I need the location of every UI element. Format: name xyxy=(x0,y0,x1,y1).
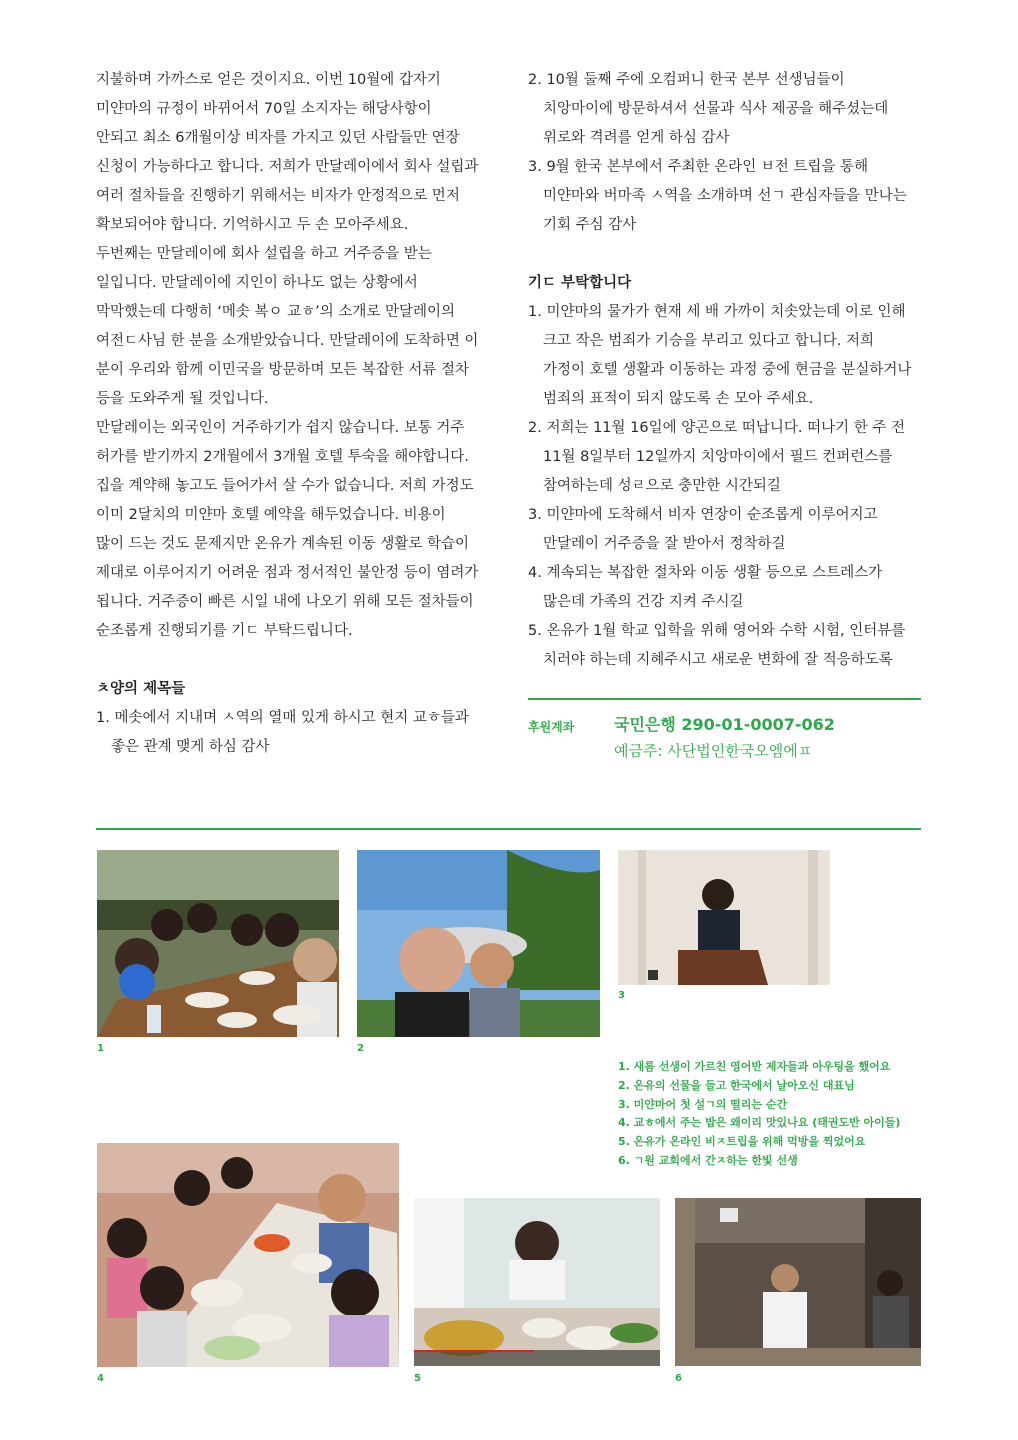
caption-line: 3. 미얀마어 첫 설ㄱ의 떨리는 순간 xyxy=(618,1097,788,1111)
text-line: 4. 계속되는 복잡한 절차와 이동 생활 등으로 스트레스가 xyxy=(528,565,883,581)
text-line: 분이 우리와 함께 이민국을 방문하며 모든 복잡한 서류 절차 xyxy=(96,362,470,378)
left-column xyxy=(96,66,496,762)
text-line: 11월 8일부터 12일까지 치앙마이에서 필드 컨퍼런스를 xyxy=(543,449,893,465)
text-line: 등을 도와주게 될 것입니다. xyxy=(96,391,269,407)
text-line: 두번째는 만달레이에 회사 설립을 하고 거주증을 받는 xyxy=(96,246,432,262)
text-line: 순조롭게 진행되기를 기ㄷ 부탁드립니다. xyxy=(96,623,353,639)
thanks-item-3 xyxy=(528,153,928,240)
support-account-holder: 예금주: 사단법인한국오엠에ㅍ xyxy=(614,742,813,760)
section-divider xyxy=(96,828,921,830)
text-line: 1. 미얀마의 물가가 현재 세 배 가까이 치솟았는데 이로 인해 xyxy=(528,304,906,320)
text-line: 크고 작은 범죄가 기승을 부리고 있다고 합니다. 저희 xyxy=(543,333,875,349)
text-line: 3. 9월 한국 본부에서 주최한 온라인 ㅂ전 트립을 통해 xyxy=(528,159,869,175)
boy-eating-photo xyxy=(414,1198,660,1366)
prayer-heading: 기ㄷ 부탁합니다 xyxy=(528,275,632,291)
caption-line: 4. 교ㅎ에서 주는 밥은 왜이리 맛있나요 (태권도반 아이들) xyxy=(618,1116,901,1130)
right-column xyxy=(528,66,928,675)
support-bank-account: 국민은행 290-01-0007-062 xyxy=(614,715,835,734)
paragraph-residence xyxy=(96,240,496,414)
thanks-item-1 xyxy=(96,704,496,762)
text-line: 1. 메솟에서 지내며 ㅅ역의 열매 있게 하시고 현지 교ㅎ들과 xyxy=(96,710,469,726)
teacher-photo xyxy=(675,1198,921,1366)
prayer-item-4 xyxy=(528,559,928,617)
text-line: 제대로 이루어지기 어려운 점과 정서적인 불안정 등이 염려가 xyxy=(96,565,479,581)
text-line: 여러 절차들을 진행하기 위해서는 비자가 안정적으로 먼저 xyxy=(96,188,460,204)
text-line: 지불하며 가까스로 얻은 것이지요. 이번 10월에 갑자기 xyxy=(96,72,441,88)
text-line: 위로와 격려를 얻게 하심 감사 xyxy=(543,130,730,146)
photo-number: 4 xyxy=(97,1373,104,1384)
text-line: 이미 2달치의 미얀마 호텔 예약을 해두었습니다. 비용이 xyxy=(96,507,446,523)
caption-line: 1. 새롬 선생이 가르친 영어반 제자들과 아우팅을 했어요 xyxy=(618,1060,891,1073)
group-meal-photo xyxy=(97,850,339,1037)
caption-line: 6. ㄱ원 교회에서 간ㅈ하는 한빛 선생 xyxy=(618,1153,798,1167)
text-line: 만달레이는 외국인이 거주하기가 쉽지 않습니다. 보통 거주 xyxy=(96,420,465,436)
text-line: 허가를 받기까지 2개월에서 3개월 호텔 투숙을 해야합니다. xyxy=(96,449,469,465)
text-line: 집을 계약해 놓고도 들어가서 살 수가 없습니다. 저희 가정도 xyxy=(96,478,474,494)
photo-captions xyxy=(618,1058,900,1171)
text-line: 2. 저희는 11월 16일에 양곤으로 떠납니다. 떠나기 한 주 전 xyxy=(528,420,905,436)
text-line: 미얀마와 버마족 ㅅ역을 소개하며 선ㄱ 관심자들을 만나는 xyxy=(543,188,907,204)
support-label: 후원계좌 xyxy=(528,720,575,734)
text-line: 3. 미얀마에 도착해서 비자 연장이 순조롭게 이루어지고 xyxy=(528,507,878,523)
text-line: 많이 드는 것도 문제지만 온유가 계속된 이동 생활로 학습이 xyxy=(96,536,470,552)
photo-number: 3 xyxy=(618,990,625,1001)
text-line: 가정이 호텔 생활과 이동하는 과정 중에 현금을 분실하거나 xyxy=(543,362,912,378)
thanks-item-2 xyxy=(528,66,928,153)
text-line: 안되고 최소 6개월이상 비자를 가지고 있던 사람들만 연장 xyxy=(96,130,460,146)
speaker-photo xyxy=(618,850,830,985)
text-line: 2. 10월 둘째 주에 오컴퍼니 한국 본부 선생님들이 xyxy=(528,72,845,88)
text-line: 됩니다. 거주증이 빠른 시일 내에 나오기 위해 모든 절차들이 xyxy=(96,594,474,610)
photo-number: 1 xyxy=(97,1043,104,1054)
support-divider xyxy=(528,698,921,700)
text-line: 많은데 가족의 건강 지켜 주시길 xyxy=(543,594,744,610)
text-line: 참여하는데 성ㄹ으로 충만한 시간되길 xyxy=(543,478,781,494)
photo-number: 5 xyxy=(414,1373,421,1384)
text-line: 확보되어야 합니다. 기억하시고 두 손 모아주세요. xyxy=(96,217,409,233)
caption-line: 5. 온유가 온라인 비ㅈ트립을 위해 먹방을 찍었어요 xyxy=(618,1135,866,1149)
children-meal-photo xyxy=(97,1143,399,1367)
caption-line: 2. 온유의 선물을 들고 한국에서 날아오신 대표님 xyxy=(618,1078,855,1092)
prayer-item-1 xyxy=(528,298,928,414)
text-line: 일입니다. 만달레이에 지인이 하나도 없는 상황에서 xyxy=(96,275,418,291)
prayer-item-2 xyxy=(528,414,928,501)
text-line: 막막했는데 다행히 ‘메솟 복ㅇ 교ㅎ’의 소개로 만달레이의 xyxy=(96,304,456,320)
text-line: 기회 주심 감사 xyxy=(543,217,637,233)
text-line: 범죄의 표적이 되지 않도록 손 모아 주세요. xyxy=(543,391,814,407)
text-line: 좋은 관계 맺게 하심 감사 xyxy=(111,739,270,755)
text-line: 여전ㄷ사님 한 분을 소개받았습니다. 만달레이에 도착하면 이 xyxy=(96,333,479,349)
photo-number: 2 xyxy=(357,1043,364,1054)
prayer-item-5 xyxy=(528,617,928,675)
text-line: 치앙마이에 방문하셔서 선물과 식사 제공을 해주셨는데 xyxy=(543,101,889,117)
text-line: 5. 온유가 1월 학교 입학을 위해 영어와 수학 시험, 인터뷰를 xyxy=(528,623,906,639)
text-line: 신청이 가능하다고 합니다. 저희가 만달레이에서 회사 설립과 xyxy=(96,159,479,175)
selfie-photo xyxy=(357,850,600,1037)
text-line: 만달레이 거주증을 잘 받아서 정착하길 xyxy=(543,536,786,552)
text-line: 치러야 하는데 지혜주시고 새로운 변화에 잘 적응하도록 xyxy=(543,652,893,668)
paragraph-hotel xyxy=(96,414,496,646)
text-line: 미얀마의 규정이 바뀌어서 70일 소지자는 해당사항이 xyxy=(96,101,432,117)
prayer-item-3 xyxy=(528,501,928,559)
thanks-heading: ㅊ양의 제목들 xyxy=(96,681,186,697)
photo-number: 6 xyxy=(675,1373,682,1384)
paragraph-visa xyxy=(96,66,496,240)
